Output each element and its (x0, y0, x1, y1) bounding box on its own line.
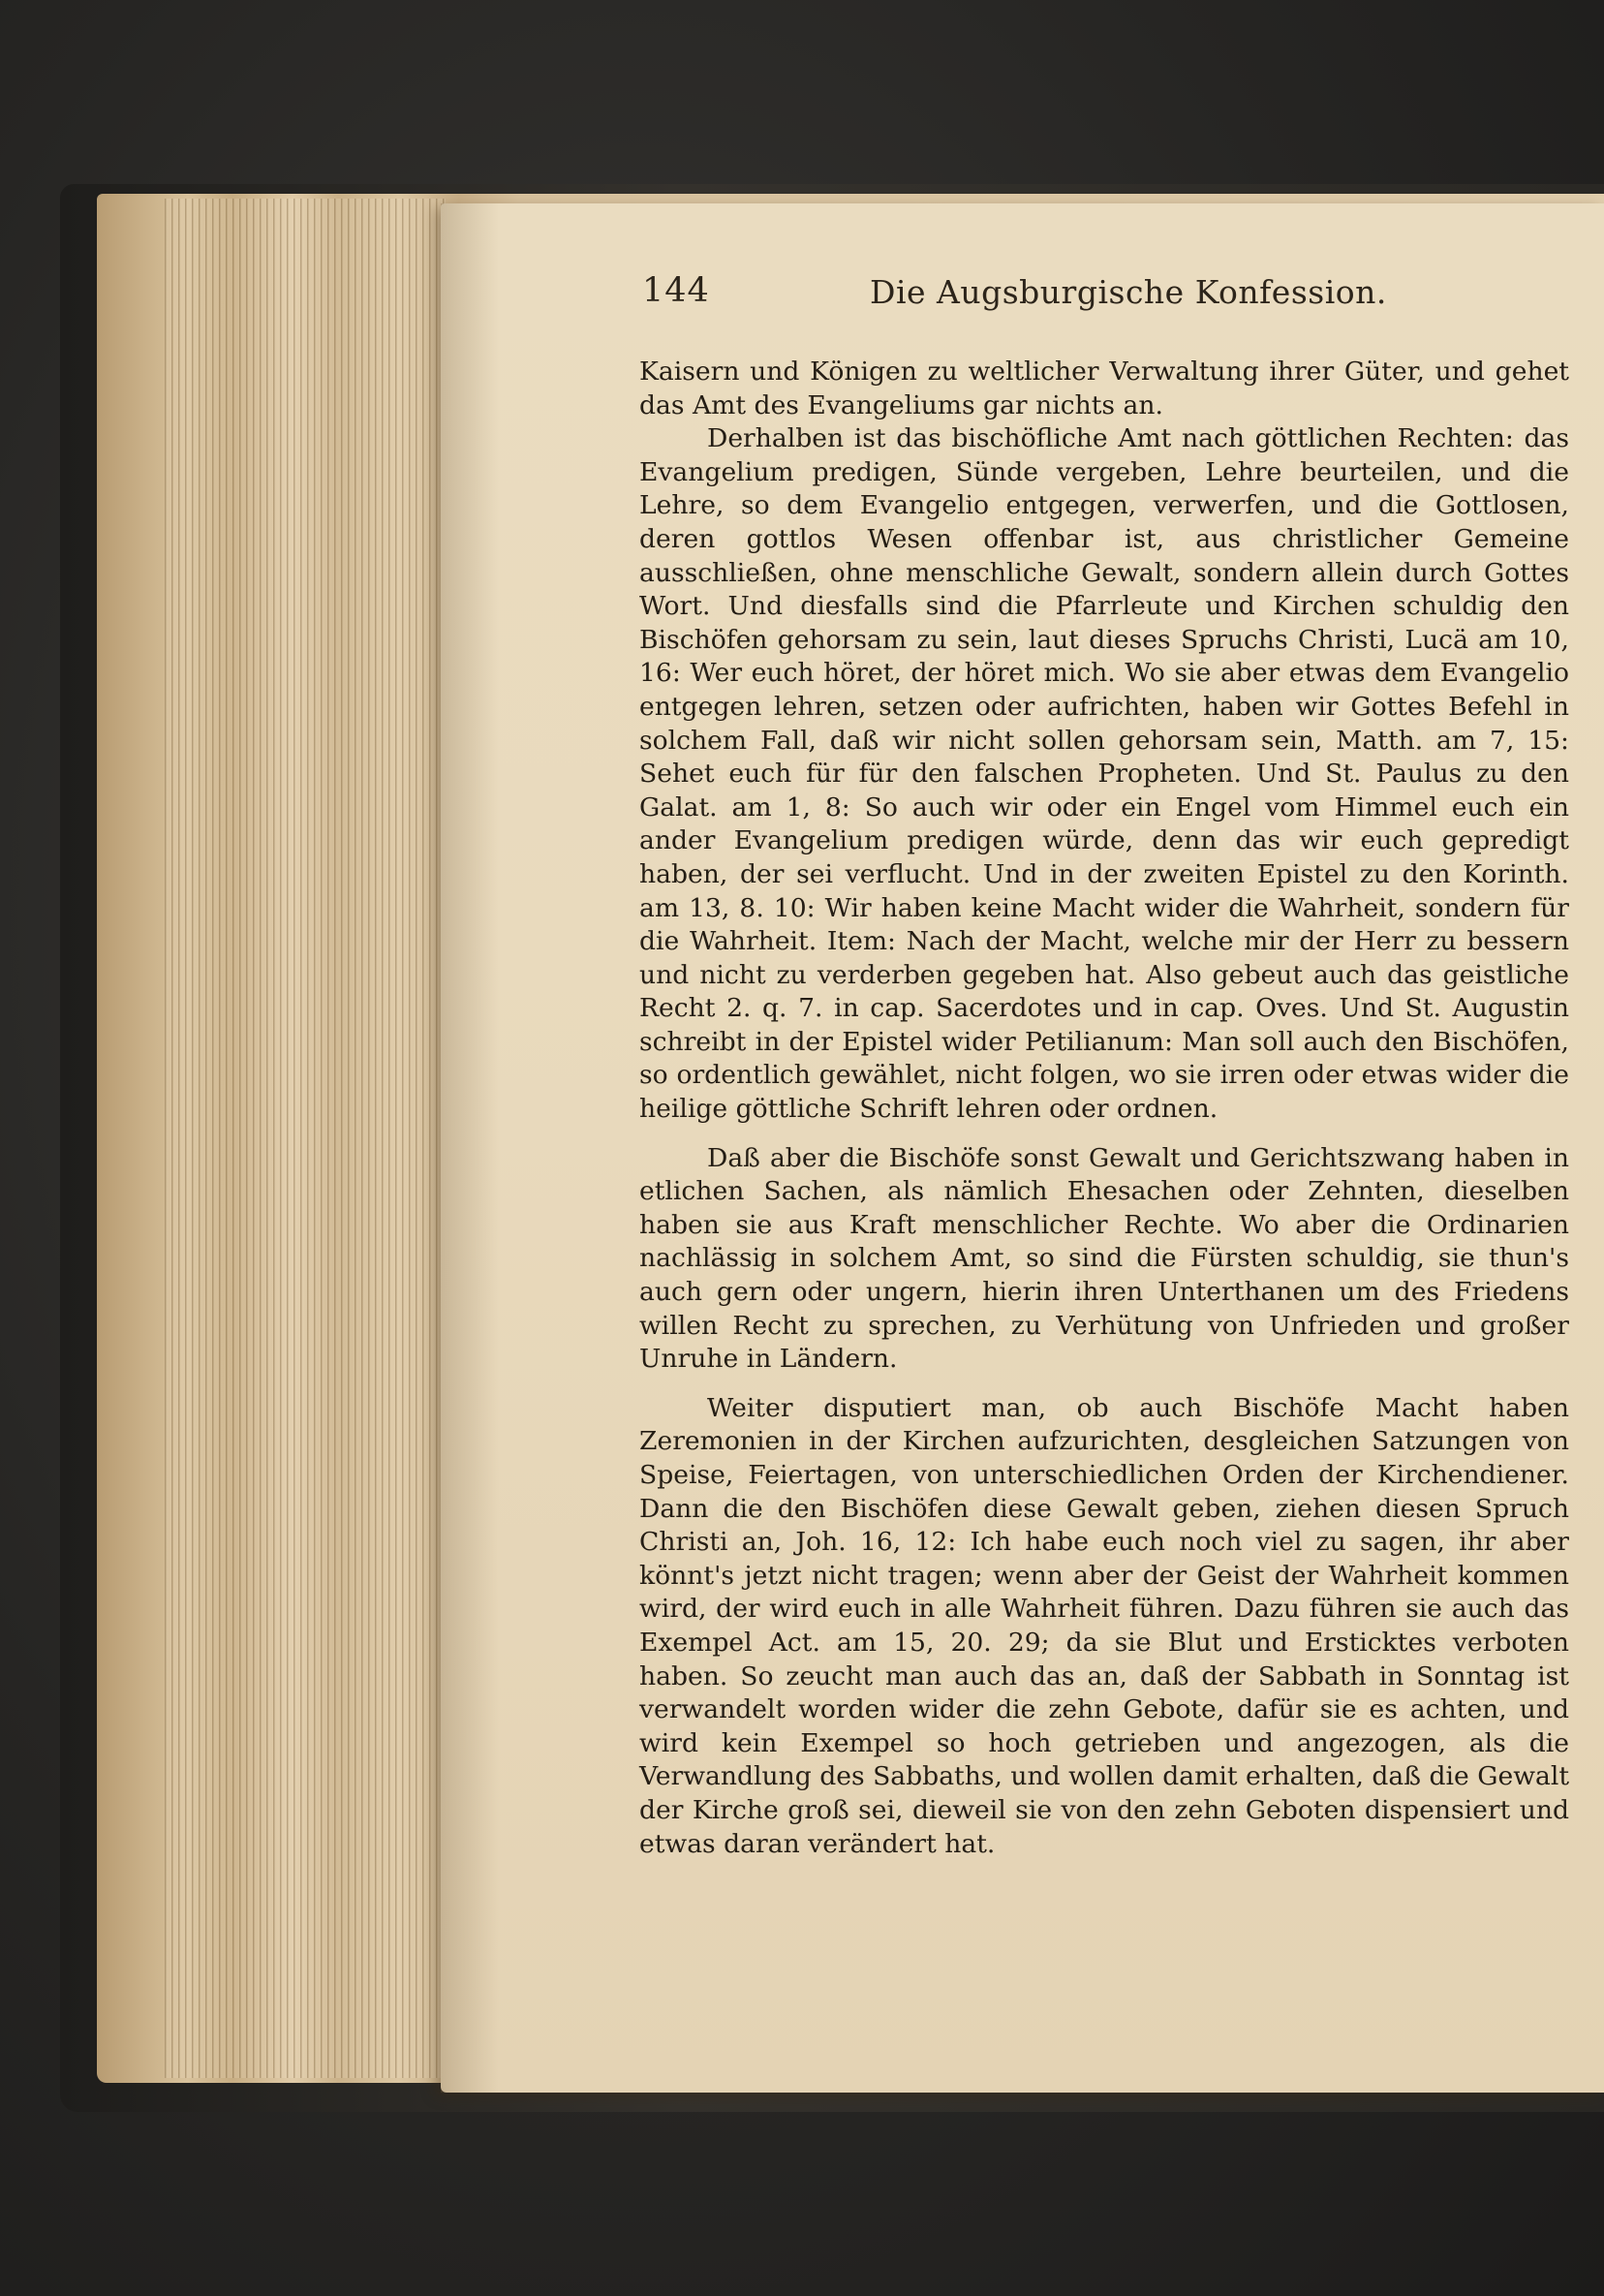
paragraph: Daß aber die Bischöfe sonst Gewalt und Gerichtszwang haben in etlichen Sachen, als nämlich Ehesachen oder Zehnten, dieselben haben sie aus Kraft menschlicher Rechte. Wo aber die Ordinarien nachlässig in solchem Amt, so sind die Fürsten schuldig, sie thun's auch gern oder ungern, hierin ihren Unterthanen um des Friedens willen Recht zu sprechen, zu Verhütung von Unfrieden und großer Unruhe in Ländern. (639, 1142, 1569, 1375)
running-title: Die Augsburgische Konfession. (870, 273, 1387, 311)
page-number: 144 (642, 271, 710, 310)
paragraph: Derhalben ist das bischöfliche Amt nach göttlichen Rechten: das Evangelium predigen, Sünde vergeben, Lehre beurteilen, und die Lehre, so dem Evangelio entgegen, verwerfen, und die Gottlosen, deren gottlos Wesen offenbar ist, aus christlicher Gemeine ausschließen, ohne menschliche Gewalt, sondern allein durch Gottes Wort. Und diesfalls sind die Pfarrleute und Kirchen schuldig den Bischöfen gehorsam zu sein, laut dieses Spruchs Christi, Lucä am 10, 16: Wer euch höret, der höret mich. Wo sie aber etwas dem Evangelio entgegen lehren, setzen oder aufrichten, haben wir Gottes Befehl in solchem Fall, daß wir nicht sollen gehorsam sein, Matth. am 7, 15: Sehet euch für für den falschen Propheten. Und St. Paulus zu den Galat. am 1, 8: So auch wir oder ein Engel vom Himmel euch ein ander Evangelium predigen würde, denn das wir euch gepredigt haben, der sei verflucht. Und in der zweiten Epistel zu den Korinth. am 13, 8. 10: Wir haben keine Macht wider die Wahrheit, sondern für die Wahrheit. Item: Nach der Macht, welche mir der Herr zu bessern und nicht zu verderben gegeben hat. Also gebeut auch das geistliche Recht 2. q. 7. in cap. Sacerdotes und in cap. Oves. Und St. Augustin schreibt in der Epistel wider Petilianum: Man soll auch den Bischöfen, so ordentlich gewählet, nicht folgen, wo sie irren oder etwas wider die heilige göttliche Schrift lehren oder ordnen. (639, 423, 1569, 1125)
page-gutter-shadow (441, 203, 499, 2093)
paragraph: Weiter disputiert man, ob auch Bischöfe Macht haben Zeremonien in der Kirchen aufzurichten, desgleichen Satzungen von Speise, Feiertagen, von unterschiedlichen Orden der Kirchendiener. Dann die den Bischöfen diese Gewalt geben, ziehen diesen Spruch Christi an, Joh. 16, 12: Ich habe euch noch viel zu sagen, ihr aber könnt's jetzt nicht tragen; wenn aber der Geist der Wahrheit kommen wird, der wird euch in alle Wahrheit führen. Dazu führen sie auch das Exempel Act. am 15, 20. 29; da sie Blut und Ersticktes verboten haben. So zeucht man auch das an, daß der Sabbath in Sonntag ist verwandelt worden wider die zehn Gebote, dafür sie es achten, und wird kein Exempel so hoch getrieben und angezogen, als die Verwandlung des Sabbaths, und wollen damit erhalten, daß die Gewalt der Kirche groß sei, dieweil sie von den zehn Geboten dispensiert und etwas daran verändert hat. (639, 1392, 1570, 1859)
paragraph: Kaisern und Königen zu weltlicher Verwaltung ihrer Güter, und gehet das Amt des Evangeliums gar nichts an. (639, 357, 1569, 420)
page-edges (165, 199, 446, 2078)
page-header (642, 271, 1387, 320)
body-text (639, 356, 1569, 1861)
